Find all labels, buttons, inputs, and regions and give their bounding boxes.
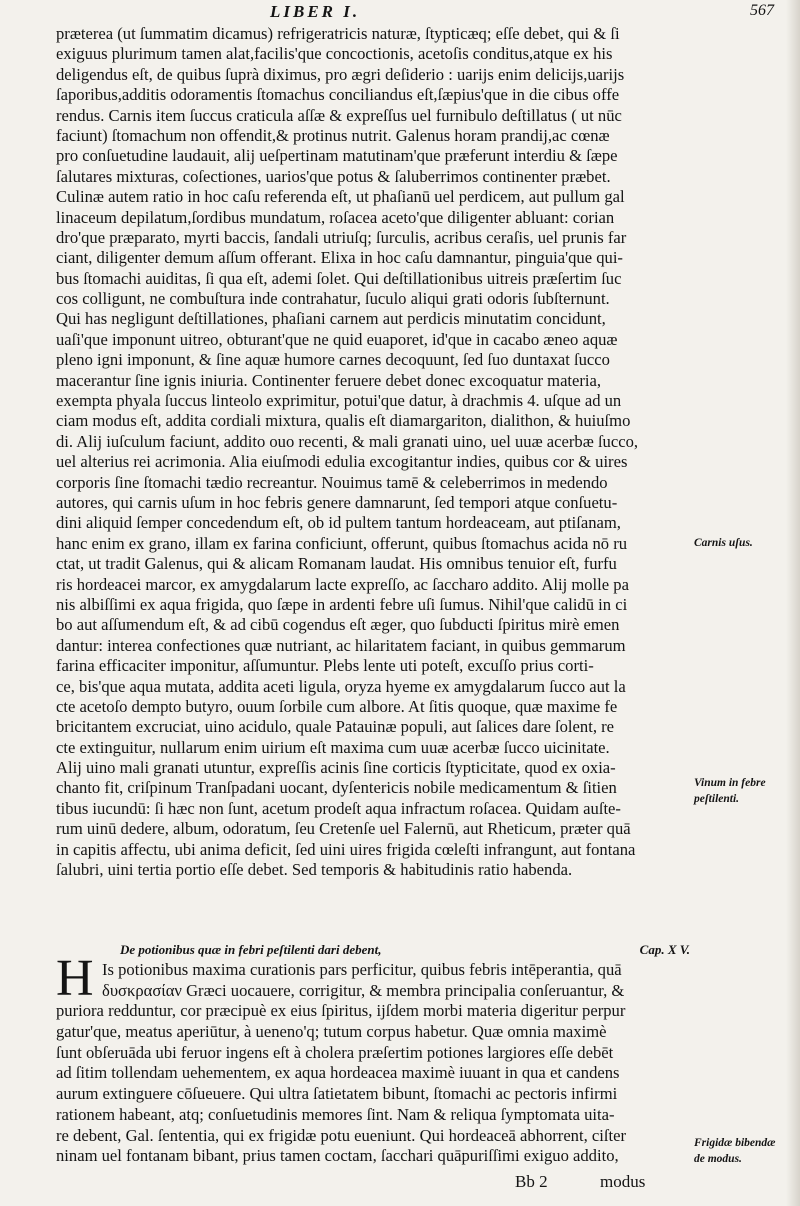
text-line: re debent, Gal. ſententia, qui ex frigidæ potu eueniunt. Qui hordeaceā abhorrent, ciſter (56, 1125, 626, 1145)
text-line: ad ſitim tollendam uehementem, ex aqua hordeacea maximè iuuant in qua et candens (56, 1063, 620, 1083)
margin-note-frigidae-cont: de modus. (694, 1153, 742, 1165)
text-line: rendus. Carnis item ſuccus craticula aſſæ & expreſſus uel furnibulo deſtillatus ( ut nūc (56, 105, 622, 125)
text-line: uel alterius rei acrimonia. Alia eiuſmodi edulia excogitantur indies, quibus cor & uires (56, 452, 628, 472)
text-line: bo aut aſſumendum eſt, & ad cibū cogendus eſt æger, quo ſubducti ſpiritus mirè emen (56, 615, 620, 635)
drop-cap-initial: H (56, 950, 94, 1007)
text-line: pleno igni imponunt, & ſine aquæ humore carnes decoquunt, ſed ſuo duntaxat ſucco (56, 350, 610, 370)
text-line: cos colligunt, ne combuſtura inde contrahatur, ſuculo aliqui grati odoris ſubſternunt. (56, 289, 610, 309)
text-line: exempta phyala ſuccus linteolo exprimitur, potui'que datur, à drachmis 4. uſque ad un (56, 391, 622, 411)
text-line: ctat, ut tradit Galenus, qui & alicam Romanam laudat. His omnibus tenuior eſt, furfu (56, 554, 617, 574)
text-line: δυσκρασίαν Græci uocauere, corrigitur, & membra principalia conſeruantur, & (102, 980, 625, 1000)
text-line (56, 880, 696, 900)
text-line: chanto fit, criſpinum Tranſpadani uocant, dyſentericis nobile medicamentum & ſitien (56, 778, 617, 798)
text-line: rationem habeant, atq; conſuetudinis memores ſint. Nam & reliqua ſymptomata uita- (56, 1104, 615, 1124)
text-line: ris hordeacei marcor, ex amygdalarum lacte expreſſo, ac ſaccharo addito. Alij molle pa (56, 574, 629, 594)
page-edge-shadow (786, 0, 800, 1206)
drop-cap-indented-lines (56, 960, 696, 1001)
chapter-heading (120, 942, 690, 958)
text-line: gatur'que, meatus aperiūtur, à ueneno'q; tutum corpus habetur. Quæ omnia maximè (56, 1022, 607, 1042)
text-line: Culinæ autem ratio in hoc caſu referenda eſt, ut phaſianū uel perdicem, aut pullum gal (56, 187, 625, 207)
margin-note-vinum: Vinum in febre (694, 777, 766, 789)
chapter-text-block (56, 960, 696, 1167)
text-line: hanc enim ex grano, illam ex farina conficiunt, offerunt, quibus ſtomachus acida nō ru (56, 533, 628, 553)
text-line: bricitantem excruciat, uino acidulo, quale Patauinæ populi, aut ſalices dare ſolent, re (56, 717, 615, 737)
text-line: præterea (ut ſummatim dicamus) refrigeratricis naturæ, ſtypticæq; eſſe debet, qui & ſi (56, 24, 620, 43)
text-line: tibus iucundū: ſi hæc non ſunt, acetum prodeſt aqua infractum roſacea. Quidam auſte- (56, 798, 621, 818)
text-line: faciunt) ſtomachum non offendit,& protinus nutrit. Galenus horam prandij,ac cœnæ (56, 125, 610, 145)
text-line: cte acetoſo dempto butyro, ouum ſorbile cum albore. At ſitis quoque, quæ maxime fe (56, 696, 618, 716)
margin-note-frigidae: Frigidæ bibendæ (694, 1137, 776, 1149)
text-line: exiguus plurimum tamen alat,facilis'que concoctionis, acetoſis conditus,atque ex his (56, 44, 613, 64)
text-line: autores, qui carnis uſum in hoc febris genere damnarunt, ſed tempori atque conſuetu- (56, 492, 618, 512)
text-line: macerantur ſine ignis iniuria. Continenter feruere debet donec excoquatur materia, (56, 370, 602, 390)
text-line: ſaporibus,additis odoramentis ſtomachus conciliandus eſt,ſæpius'que in die cibus offe (56, 85, 620, 105)
margin-note-carnis: Carnis uſus. (694, 537, 753, 549)
text-line: cte extinguitur, nullarum enim uirium eſt maxima cum uuæ acerbæ ſucco uicinitate. (56, 737, 610, 757)
text-line: Qui has negligunt deſtillationes, phaſiani carnem aut perdicis minutatim concidunt, (56, 309, 606, 329)
text-line: ciam modus eſt, addita cordiali mixtura, qualis eſt diamargariton, dialithon, & huiuſmo (56, 411, 631, 431)
text-line: puriora redduntur, cor præcipuè ex eius ſpiritus, ijſdem morbi materia digeritur perpur (56, 1001, 626, 1021)
text-line: farina efficaciter imponitur, aſſumuntur. Plebs lente uti poteſt, excuſſo prius corti- (56, 656, 594, 676)
text-line: deligendus eſt, de quibus ſuprà diximus, pro ægri deſiderio : uarijs enim delicijs,uarijs (56, 64, 625, 84)
text-line: ce, bis'que aqua mutata, addita aceti ligula, oryza hyeme ex amygdalarum ſucco aut la (56, 676, 626, 696)
text-line: bus ſtomachi auiditas, ſi qua eſt, ademi ſolet. Qui deſtillationibus uitreis præſertim ſuc (56, 268, 622, 288)
text-line: corporis ſine ſtomachi tædio recreantur. Nouimus tamē & celeberrimos in medendo (56, 472, 608, 492)
catchword: modus (600, 1172, 646, 1191)
margin-note-vinum-cont: peſtilenti. (694, 793, 740, 805)
signature-mark: Bb 2 (515, 1172, 548, 1191)
main-text-block (56, 24, 696, 901)
text-line: aurum extinguere cōſueuere. Qui ultra ſatietatem bibunt, ſtomachi ac pectoris infirmi (56, 1084, 618, 1104)
text-line: di. Alij iuſculum faciunt, addito ouo recenti, & mali granati uino, uel uuæ acerbæ ſucco, (56, 431, 639, 451)
text-line: nis albiſſimi ex aqua frigida, quo ſæpe in ardenti febre uſi ſumus. Nihil'que calidū in ci (56, 594, 628, 614)
text-line: ſalutares mixturas, coſectiones, uarios'que potus & ſaluberrimos continenter præbet. (56, 166, 611, 186)
text-line: Is potionibus maxima curationis pars perficitur, quibus febris intēperantia, quā (102, 960, 622, 979)
chapter-number: Cap. X V. (639, 942, 690, 957)
text-line: ſunt obſeruāda ubi feruor ingens eſt à cholera præſertim potiones largiores eſſe debēt (56, 1042, 614, 1062)
text-line: dini aliquid ſemper concedendum eſt, ob id pultem tantum hordeaceam, aut ptiſanam, (56, 513, 621, 533)
text-line: in capitis affectu, ubi anima deficit, ſed uini uires frigida cœleſti infrangunt, aut fontana (56, 839, 636, 859)
page-number: 567 (750, 2, 774, 19)
text-line: dro'que præparato, myrti baccis, ſandali utriuſq; ſurculis, acribus ceraſis, uel prunis far (56, 227, 627, 247)
text-line: dantur: interea confectiones quæ nutriant, ac hilaritatem faciant, in quibus gemmarum (56, 635, 626, 655)
text-line: rum uinū dedere, album, odoratum, ſeu Cretenſe uel Falernū, aut Rheticum, præter quā (56, 819, 631, 839)
text-line: uaſi'que imponunt uitreo, obturant'que ne quid euaporet, id'que in cacabo æneo aquæ (56, 329, 618, 349)
text-line: ninam uel fontanam bibant, prius tamen coctam, ſacchari quāpuriſſimi exiguo addito, (56, 1146, 619, 1166)
text-line: Alij uino mali granati utuntur, expreſſis acinis ſine corticis ſtypticitate, quod ex oxia- (56, 758, 616, 778)
text-line: ciant, diligenter demum aſſum offerant. Elixa in hoc caſu damnantur, pinguia'que qui- (56, 248, 623, 268)
text-line: ſalubri, uini tertia portio eſſe debet. Sed temporis & habitudinis ratio habenda. (56, 860, 573, 880)
text-line: pro conſuetudine laudauit, alij ueſpertinam matutinam'que præferunt interdiu & ſæpe (56, 146, 618, 166)
chapter-title: De potionibus quæ in febri peſtilenti dari debent, (120, 942, 382, 957)
running-head: LIBER I. (270, 2, 361, 21)
text-line: linaceum depilatum,ſordibus mundatum, roſacea aceto'que diligenter abluant: corian (56, 207, 615, 227)
